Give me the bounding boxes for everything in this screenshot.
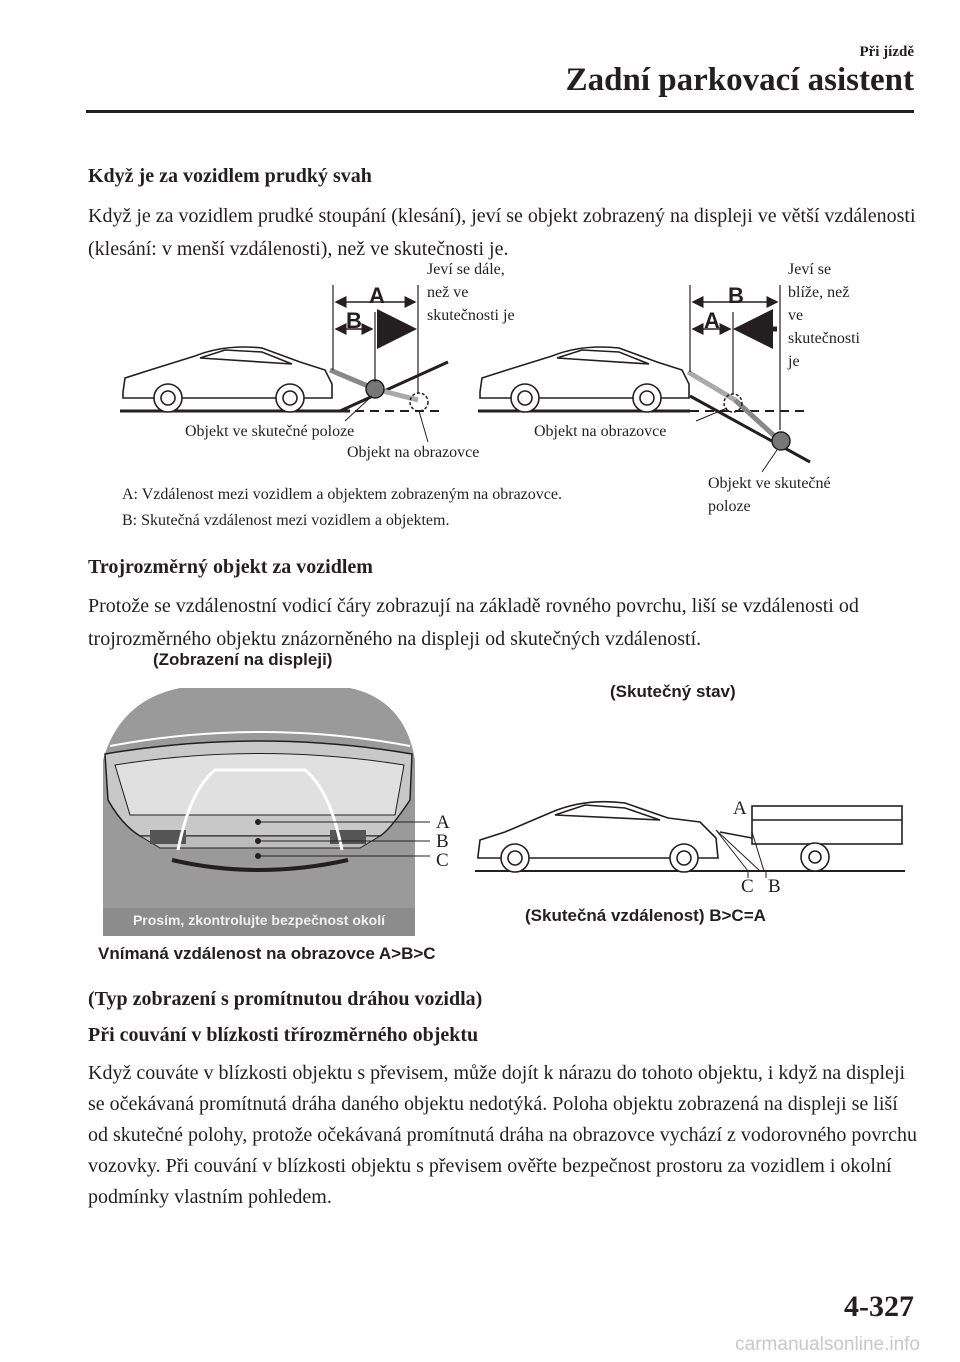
right-callout-line-3: ve — [788, 307, 804, 324]
guide-label-B: B — [436, 831, 449, 852]
page-title: Zadní parkovací asistent — [565, 62, 914, 98]
left-callout-line-1: Jeví se dále, — [427, 261, 505, 278]
right-callout-line-4: skutečnosti — [788, 330, 860, 347]
screen-warning: Prosím, zkontrolujte bezpečnost okolí — [132, 912, 386, 928]
section-text-3d: Protože se vzdálenostní vodicí čáry zobrazují na základě rovného povrchu, liší se vzdálenosti od trojrozměrného objektu znázorněného na displeji od skutečných vzdáleností. — [88, 595, 859, 650]
section-text-slope: Když je za vozidlem prudké stoupání (klesání), jeví se objekt zobrazený na displeji ve větší vzdálenosti (klesání: v menší vzdálenosti), než ve skutečnosti je. — [88, 205, 916, 260]
section-subheading-projected: Při couvání v blízkosti třírozměrného objektu — [88, 1024, 479, 1046]
side-label-C: C — [741, 876, 754, 897]
perceived-distance-label: Vnímaná vzdálenost na obrazovce A>B>C — [98, 944, 436, 963]
left-callout-line-2: než ve — [427, 284, 469, 301]
right-actual-label-line-2: poloze — [708, 498, 751, 515]
right-screen-label: Objekt na obrazovce — [534, 423, 667, 440]
left-label-A: A — [369, 283, 385, 308]
guide-label-A: A — [436, 812, 450, 833]
left-callout-line-3: skutečnosti je — [427, 307, 515, 324]
side-label-A: A — [733, 798, 747, 819]
right-label-B: B — [728, 283, 744, 308]
right-actual-label-line-1: Objekt ve skutečné — [708, 475, 831, 492]
guide-label-C: C — [436, 850, 449, 871]
right-label-A: A — [704, 308, 720, 333]
right-callout-line-1: Jeví se — [788, 261, 832, 278]
left-actual-label: Objekt ve skutečné poloze — [185, 423, 355, 440]
section-heading-3d: Trojrozměrný objekt za vozidlem — [88, 556, 373, 578]
section-text-projected: Když couváte v blízkosti objektu s převisem, může dojít k nárazu do tohoto objektu, i když na displeji se očekávaná promítnutá dráha daného objektu nedotýká. Poloha objektu zobrazená na displeji se liší od skutečné polohy, protože očekávaná promítnutá dráha na obrazovce vychází z vodorovného povrchu vozovky. Při couvání v blízkosti objektu s převisem ověřte bezpečnost prostoru za vozidlem i okolní podmínky vlastním pohledem. — [88, 1062, 917, 1208]
right-callout-line-5: je — [788, 353, 800, 370]
left-label-B: B — [346, 308, 362, 333]
trailer-silhouette — [720, 806, 902, 871]
actual-distance-label: (Skutečná vzdálenost) B>C=A — [525, 906, 766, 925]
legend-A: A: Vzdálenost mezi vozidlem a objektem zobrazeným na obrazovce. — [122, 486, 562, 503]
left-screen-label: Objekt na obrazovce — [347, 444, 480, 461]
page-number: 4-327 — [844, 1290, 914, 1323]
section-heading-slope: Když je za vozidlem prudký svah — [88, 165, 372, 187]
section-heading-projected: (Typ zobrazení s promítnutou dráhou vozidla) — [88, 988, 483, 1010]
car-silhouette-actual — [478, 802, 718, 872]
right-callout-line-2: blíže, než — [788, 284, 850, 301]
chapter-label: Při jízdě — [859, 44, 914, 60]
actual-title: (Skutečný stav) — [610, 682, 736, 701]
watermark: carmanualsonline.info — [735, 1334, 920, 1355]
legend-B: B: Skutečná vzdálenost mezi vozidlem a objektem. — [122, 512, 450, 529]
side-label-B: B — [768, 876, 781, 897]
display-title: (Zobrazení na displeji) — [153, 650, 333, 669]
